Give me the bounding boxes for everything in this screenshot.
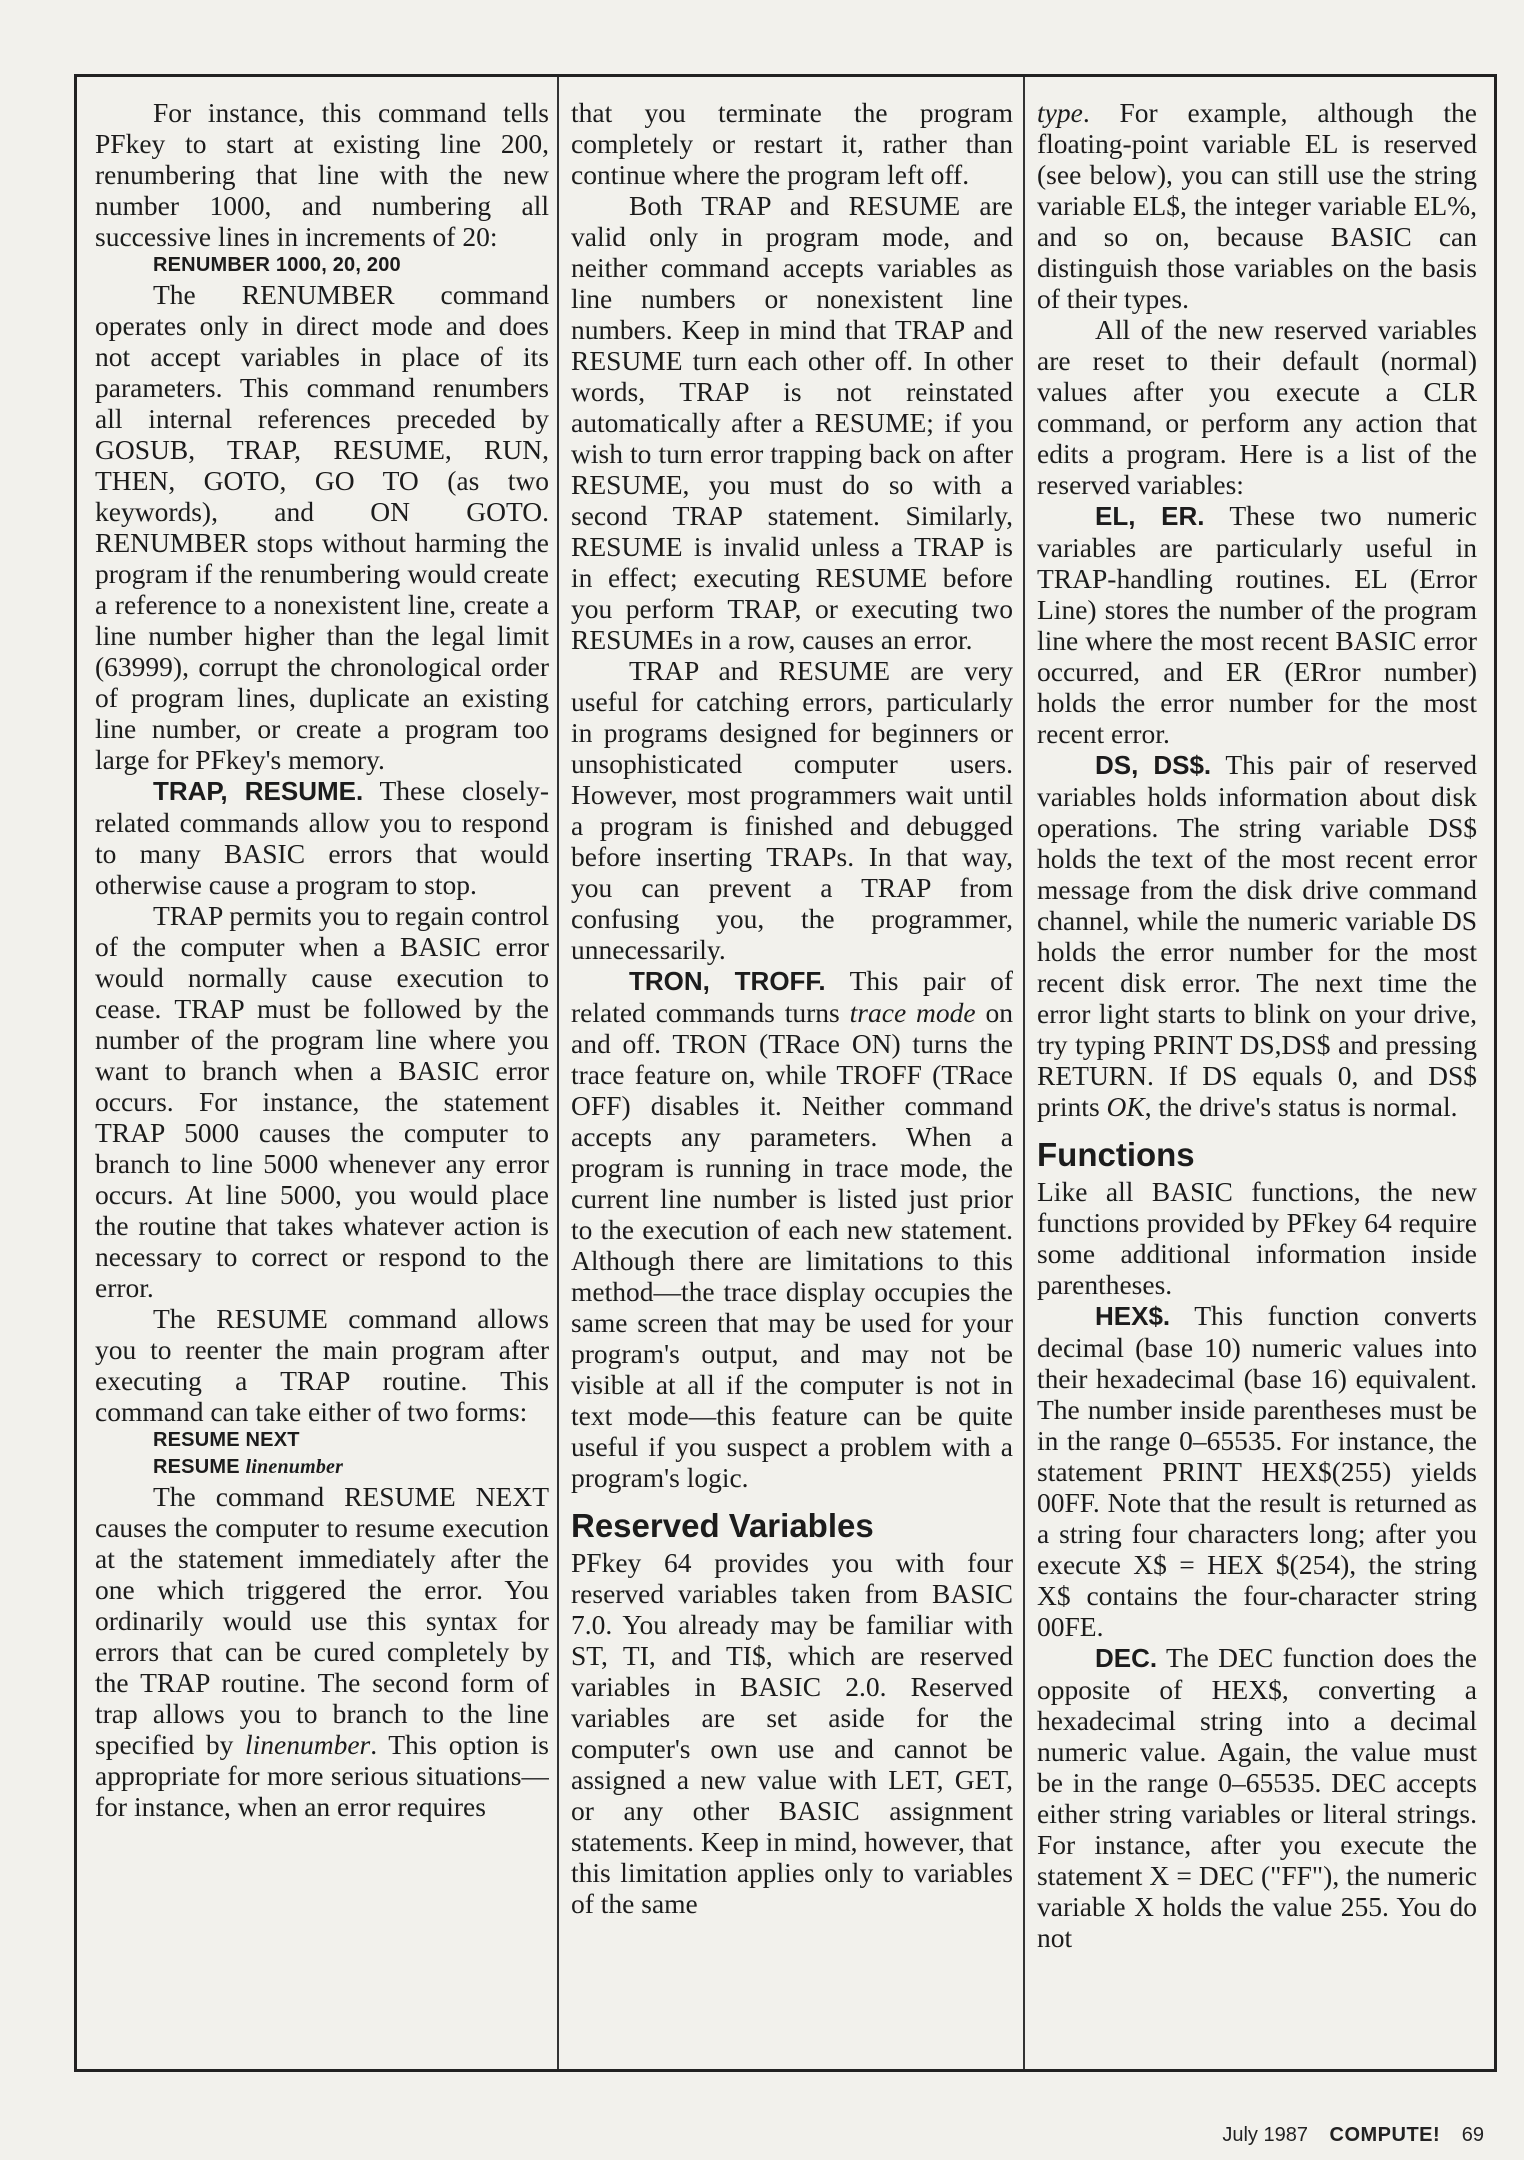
code-line: RESUME NEXT [153,1429,300,1451]
paragraph: The RENUMBER command operates only in direct mode and does not accept variables in place of its parameters. This command renumbers all internal references preceded by GOSUB, TRAP, RESUME, RUN, THEN, GOTO, GO TO (as two keywords), and ON GOTO. RENUMBER stops without harming the program if the renumbering would create a reference to a nonexistent line, create a line number higher than the legal limit (63999), corrupt the chronological order of program lines, duplicate an existing line number, or create a program too large for PFkey's memory. [95,279,549,775]
paragraph-text: These closely-related commands allow you to respond to many BASIC errors that would otherwise cause a program to stop. [95,775,549,900]
paragraph: For instance, this command tells PFkey to start at existing line 200, renumbering that line with the new number 1000, and numbering all successive lines in increments of 20: [95,97,549,252]
footer-date: July 1987 [1222,2124,1308,2146]
section-heading: Reserved Variables [571,1507,874,1544]
code-argument: linenumber [245,1456,344,1478]
paragraph: Like all BASIC functions, the new functions provided by PFkey 64 require some additional information inside parentheses. [1037,1176,1477,1300]
paragraph: Both TRAP and RESUME are valid only in program mode, and neither command accepts variables as line numbers or nonexistent line numbers. Keep in mind that TRAP and RESUME turn each other off. In other words, TRAP is not reinstated automatically after a RESUME; if you wish to turn error trapping back on after RESUME, you must do so with a second TRAP statement. Similarly, RESUME is invalid unless a TRAP is in effect; executing RESUME before you perform TRAP, or executing two RESUMEs in a row, causes an error. [571,190,1013,655]
article-frame [74,74,1497,2072]
column-2 [571,97,1013,2059]
column-divider [557,77,559,2069]
paragraph [95,1481,549,1822]
paragraph: TRAP and RESUME are very useful for catching errors, particularly in programs designed for beginners or unsophisticated computer users. However, most programmers wait until a program is finished and debugged before inserting TRAPs. In that way, you can prevent a TRAP from confusing you, the programmer, unnecessarily. [571,655,1013,965]
section-heading: Functions [1037,1136,1195,1173]
page-number: 69 [1461,2124,1484,2146]
paragraph-text: This pair of reserved variables holds information about disk operations. The string variable DS$ holds the text of the most recent error message from the disk drive command channel, while the numeric variable DS holds the error number for the most recent disk error. The next time the error light starts to blink on your drive, try typing PRINT DS,DS$ and pressing RETURN. If DS equals 0, and DS$ prints [1037,749,1477,1122]
magazine-name: COMPUTE! [1329,2124,1441,2146]
paragraph: that you terminate the program completely or restart it, rather than continue where the program left off. [571,97,1013,190]
paragraph-text: The command RESUME NEXT causes the computer to resume execution at the statement immediately after the one which triggered the error. You ordinarily would use this syntax for errors that can be cured completely by the TRAP routine. The second form of trap allows you to branch to the line specified by [95,1481,549,1760]
paragraph-text: These two numeric variables are particularly useful in TRAP-handling routines. EL (Error Line) stores the number of the program line where the most recent BASIC error occurred, and ER (ERror number) holds the error number for the most recent error. [1037,500,1477,749]
keyword-heading: DEC. [1095,1643,1158,1673]
paragraph-text: . This option is appropriate for more serious situations—for instance, when an error requires [95,1729,549,1822]
keyword-heading: EL, ER. [1095,501,1205,531]
keyword-heading: TRAP, RESUME. [153,776,364,806]
paragraph [95,775,549,900]
italic-term: type [1037,97,1083,128]
paragraph [1037,1642,1477,1953]
code-line: RENUMBER 1000, 20, 200 [153,254,401,276]
paragraph [1037,749,1477,1122]
keyword-heading: HEX$. [1095,1301,1171,1331]
italic-term: OK [1106,1091,1145,1122]
code-line [95,1454,549,1481]
paragraph-text: This function converts decimal (base 10) numeric values into their hexadecimal (base 16) equivalent. The number inside parentheses must be in the range 0–65535. For instance, the statement PRINT HEX$(255) yields 00FF. Note that the result is returned as a string four characters long; after you execute X$ = HEX $(254), the string X$ contains the four-character string 00FE. [1037,1300,1477,1642]
paragraph-text: , the drive's status is normal. [1144,1091,1458,1122]
paragraph [1037,97,1477,314]
paragraph: All of the new reserved variables are reset to their default (normal) values after you execute a CLR command, or perform any action that edits a program. Here is a list of the reserved variables: [1037,314,1477,500]
paragraph: TRAP permits you to regain control of the computer when a BASIC error would normally cause execution to cease. TRAP must be followed by the number of the program line where you want to branch when a BASIC error occurs. For instance, the statement TRAP 5000 causes the computer to branch to line 5000 whenever any error occurs. At line 5000, you would place the routine that takes whatever action is necessary to correct or respond to the error. [95,900,549,1303]
column-3 [1037,97,1477,2059]
paragraph-text: The DEC function does the opposite of HEX$, converting a hexadecimal string into a decimal numeric value. Again, the value must be in the range 0–65535. DEC accepts either string variables or literal strings. For instance, after you execute the statement X = DEC ("FF"), the numeric variable X holds the value 255. You do not [1037,1642,1477,1953]
paragraph [571,965,1013,1493]
paragraph: The RESUME command allows you to reenter the main program after executing a TRAP routine. This command can take either of two forms: [95,1303,549,1427]
paragraph: PFkey 64 provides you with four reserved variables taken from BASIC 7.0. You already may be familiar with ST, TI, and TI$, which are reserved variables in BASIC 2.0. Reserved variables are set aside for the computer's own use and cannot be assigned a new value with LET, GET, or any other BASIC assignment statements. Keep in mind, however, that this limitation applies only to variables of the same [571,1547,1013,1919]
code-keyword: RESUME [153,1456,246,1478]
italic-term: trace mode [849,997,976,1028]
paragraph-text: This pair of related commands turns [571,965,1013,1028]
paragraph [1037,1300,1477,1642]
column-1 [95,97,549,2059]
page-footer [1200,2124,1484,2147]
keyword-heading: TRON, TROFF. [629,966,826,996]
paragraph-text: on and off. TRON (TRace ON) turns the trace feature on, while TROFF (TRace OFF) disables it. Neither command accepts any parameters. When a program is running in trace mode, the current line number is listed just prior to the execution of each new statement. Although there are limitations to this method—the trace display occupies the same screen that may be used for your program's output, and may not be visible at all if the computer is not in text mode—this feature can be quite useful if you suspect a problem with a program's logic. [571,997,1013,1493]
paragraph-text: . For example, although the floating-point variable EL is reserved (see below), you can still use the string variable EL$, the integer variable EL%, and so on, because BASIC can distinguish those variables on the basis of their types. [1037,97,1477,314]
column-divider [1023,77,1025,2069]
paragraph [1037,500,1477,749]
keyword-heading: DS, DS$. [1095,750,1212,780]
italic-term: linenumber [244,1729,371,1760]
